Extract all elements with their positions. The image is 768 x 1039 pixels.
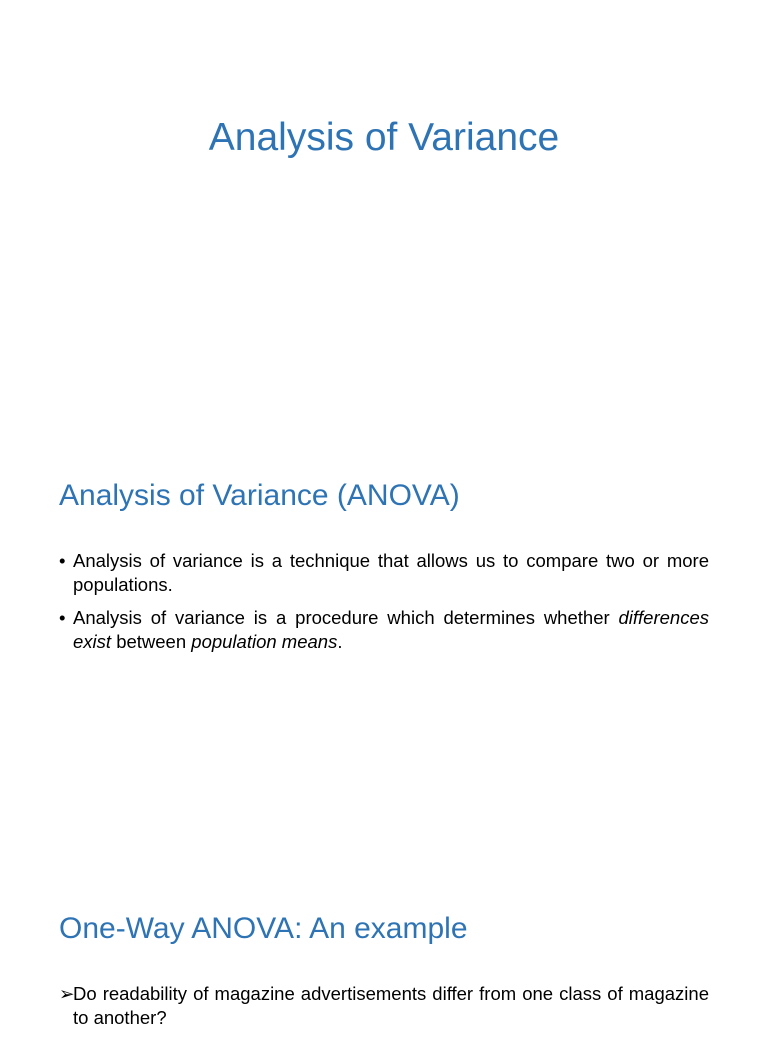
slide-anova-definition [0,432,768,864]
bullet-emphasis: population means [191,631,338,652]
arrow-bullet-icon: ➢ [59,983,75,1004]
bullet-text-end: . [337,631,343,652]
bullet-emphasis: differences exist [73,607,709,652]
bullet-marker: • [59,607,66,628]
presentation-title: Analysis of Variance [208,116,560,159]
bullet-item [59,549,709,597]
bullet-item [59,606,709,654]
bullet-text-part: Analysis of variance is a procedure which determines whether [73,607,610,628]
bullet-list [59,982,709,1039]
bullet-marker: • [59,550,66,571]
bullet-text: Do readability of magazine advertisements differ from one class of magazine to another? [73,983,709,1028]
slide-one-way-anova-example [0,864,768,1028]
bullet-text-part: between [116,631,187,652]
slide-heading: Analysis of Variance (ANOVA) [59,479,460,512]
bullet-text: Analysis of variance is a technique that allows us to compare two or more populations. [73,550,709,595]
slide-heading: One-Way ANOVA: An example [59,912,468,945]
bullet-list [59,549,709,663]
slide-title [0,0,768,432]
bullet-item [59,982,709,1030]
